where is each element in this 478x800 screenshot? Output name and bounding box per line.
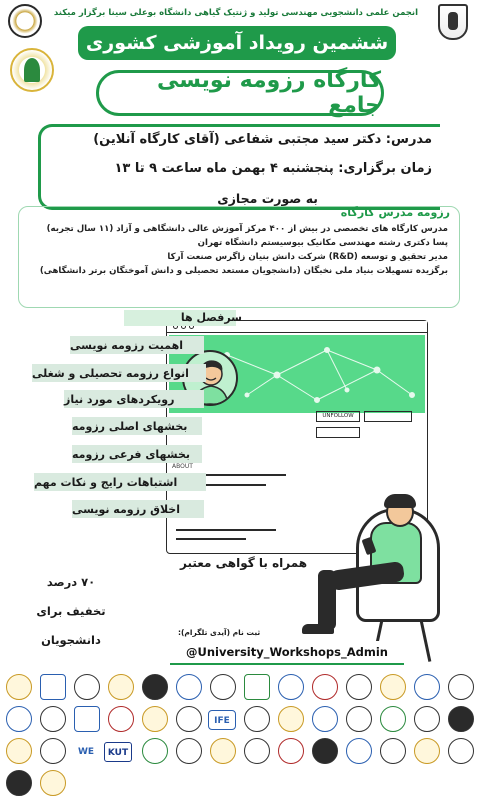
person-shin-illustration bbox=[318, 570, 336, 630]
partner-logo-icon bbox=[6, 738, 32, 764]
partner-logo-icon bbox=[312, 706, 338, 732]
topic-item: رویکردهای مورد نیاز bbox=[64, 390, 204, 408]
partner-logo-icon bbox=[312, 674, 338, 700]
chair-leg-shape bbox=[420, 620, 432, 662]
registration-note: ثبت نام (آیدی تلگرام): bbox=[178, 628, 261, 637]
partner-logo-icon bbox=[176, 738, 202, 764]
delivery-mode: به صورت مجازی bbox=[217, 191, 318, 206]
partner-logos bbox=[0, 670, 478, 800]
partner-logo-icon bbox=[176, 674, 202, 700]
person-hair-illustration bbox=[384, 494, 416, 508]
about-label-illustration: ABOUT bbox=[172, 463, 193, 470]
partner-logo-icon bbox=[6, 674, 32, 700]
partner-logo-icon bbox=[278, 706, 304, 732]
partner-logo-icon bbox=[74, 706, 100, 732]
partner-logo-icon bbox=[244, 706, 270, 732]
text-line-shape bbox=[176, 529, 276, 531]
workshop-title: کارگاه رزومه نویسی جامع bbox=[96, 70, 384, 116]
resume-title: رزومه مدرس کارگاه bbox=[340, 206, 450, 219]
partner-logo-icon bbox=[346, 738, 372, 764]
partner-logo-icon bbox=[142, 738, 168, 764]
topic-item: بخشهای فرعی رزومه bbox=[72, 445, 202, 463]
handle-underline bbox=[170, 663, 404, 665]
resume-item: مدرس کارگاه های تخصصی در بیش از ۴۰۰ مرکز آموزش عالی دانشگاهی و آزاد (۱۱ سال تجربه) bbox=[46, 224, 448, 234]
partner-logo-icon bbox=[448, 738, 474, 764]
partner-logo-icon bbox=[210, 674, 236, 700]
partner-logo-icon bbox=[346, 674, 372, 700]
text-line-shape bbox=[176, 538, 246, 540]
topic-item: انواع رزومه تحصیلی و شغلی bbox=[32, 364, 206, 382]
discount-audience: دانشجویان bbox=[41, 633, 101, 647]
discount-percent: ۷۰ درصد bbox=[46, 575, 96, 589]
organizer-line: انجمن علمی دانشجویی مهندسی تولید و ژنتیک گیاهی دانشگاه بوعلی سینا برگزار میکند bbox=[53, 8, 418, 18]
partner-logo-icon bbox=[74, 674, 100, 700]
partner-logo-icon bbox=[40, 674, 66, 700]
topic-item: اخلاق رزومه نویسی bbox=[72, 500, 204, 518]
partner-logo-icon bbox=[40, 738, 66, 764]
partner-logo-icon bbox=[414, 706, 440, 732]
topic-item: اهمیت رزومه نویسی bbox=[70, 336, 204, 354]
partner-logo-icon bbox=[244, 674, 270, 700]
shoe-icon bbox=[302, 624, 334, 634]
partner-logo-icon bbox=[448, 706, 474, 732]
partner-logo-icon bbox=[176, 706, 202, 732]
resume-item: مدیر تحقیق و توسعه (R&D) شرکت دانش بنیان زاگرس صنعت آرکا bbox=[167, 252, 448, 262]
schedule-line: زمان برگزاری: پنجشنبه ۴ بهمن ماه ساعت ۹ تا ۱۳ bbox=[114, 161, 432, 176]
illustration-button-shape bbox=[364, 411, 412, 422]
instructor-line: مدرس: دکتر سید مجتبی شفاعی (آقای کارگاه آنلاین) bbox=[93, 132, 432, 147]
partner-logo-icon bbox=[414, 674, 440, 700]
partner-logo-icon bbox=[244, 738, 270, 764]
discount-label: تخفیف برای bbox=[36, 604, 106, 618]
partner-logo-icon bbox=[40, 770, 66, 796]
event-title: ششمین رویداد آموزشی کشوری bbox=[78, 26, 396, 60]
university-seal-logo bbox=[8, 4, 42, 38]
we-logo: WE bbox=[77, 747, 95, 757]
partner-logo-icon bbox=[108, 706, 134, 732]
partner-logo-icon bbox=[278, 738, 304, 764]
partner-logo-icon bbox=[346, 706, 372, 732]
association-logo bbox=[10, 48, 54, 92]
resume-item: برگزیده تسهیلات بنیاد ملی نخبگان (دانشجویان مستعد تحصیلی و دانش آموختگان برتر دانشگاهی) bbox=[39, 266, 448, 276]
certificate-note: همراه با گواهی معتبر bbox=[180, 556, 308, 570]
partner-logo-icon bbox=[6, 706, 32, 732]
discount-block bbox=[26, 568, 116, 655]
partner-logo-icon bbox=[380, 738, 406, 764]
partner-logo-icon bbox=[6, 770, 32, 796]
topic-item: بخشهای اصلی رزومه bbox=[72, 417, 202, 435]
partner-logo-icon bbox=[142, 706, 168, 732]
resume-item: پسا دکتری رشته مهندسی مکانیک بیوسیستم دانشگاه تهران bbox=[197, 238, 448, 248]
resume-list bbox=[26, 222, 448, 278]
unfollow-button-illustration: UNFOLLOW bbox=[316, 411, 360, 422]
telegram-handle-link[interactable]: @University_Workshops_Admin bbox=[170, 641, 404, 663]
partner-logo-icon bbox=[210, 738, 236, 764]
partner-logo-icon bbox=[448, 674, 474, 700]
illustration-button-shape bbox=[316, 427, 360, 438]
topics-title: سرفصل ها bbox=[180, 311, 242, 324]
partner-logo-icon bbox=[380, 706, 406, 732]
university-emblem-logo bbox=[438, 4, 468, 40]
ife-logo: IFE bbox=[208, 710, 236, 730]
partner-logo-icon bbox=[108, 674, 134, 700]
partner-logo-icon bbox=[312, 738, 338, 764]
partner-logo-icon bbox=[142, 674, 168, 700]
partner-logo-icon bbox=[380, 674, 406, 700]
partner-logo-icon bbox=[40, 706, 66, 732]
kut-logo: KUT bbox=[104, 742, 132, 762]
partner-logo-icon bbox=[414, 738, 440, 764]
partner-logo-icon bbox=[278, 674, 304, 700]
topic-item: اشتباهات رایج و نکات مهم bbox=[34, 473, 206, 491]
